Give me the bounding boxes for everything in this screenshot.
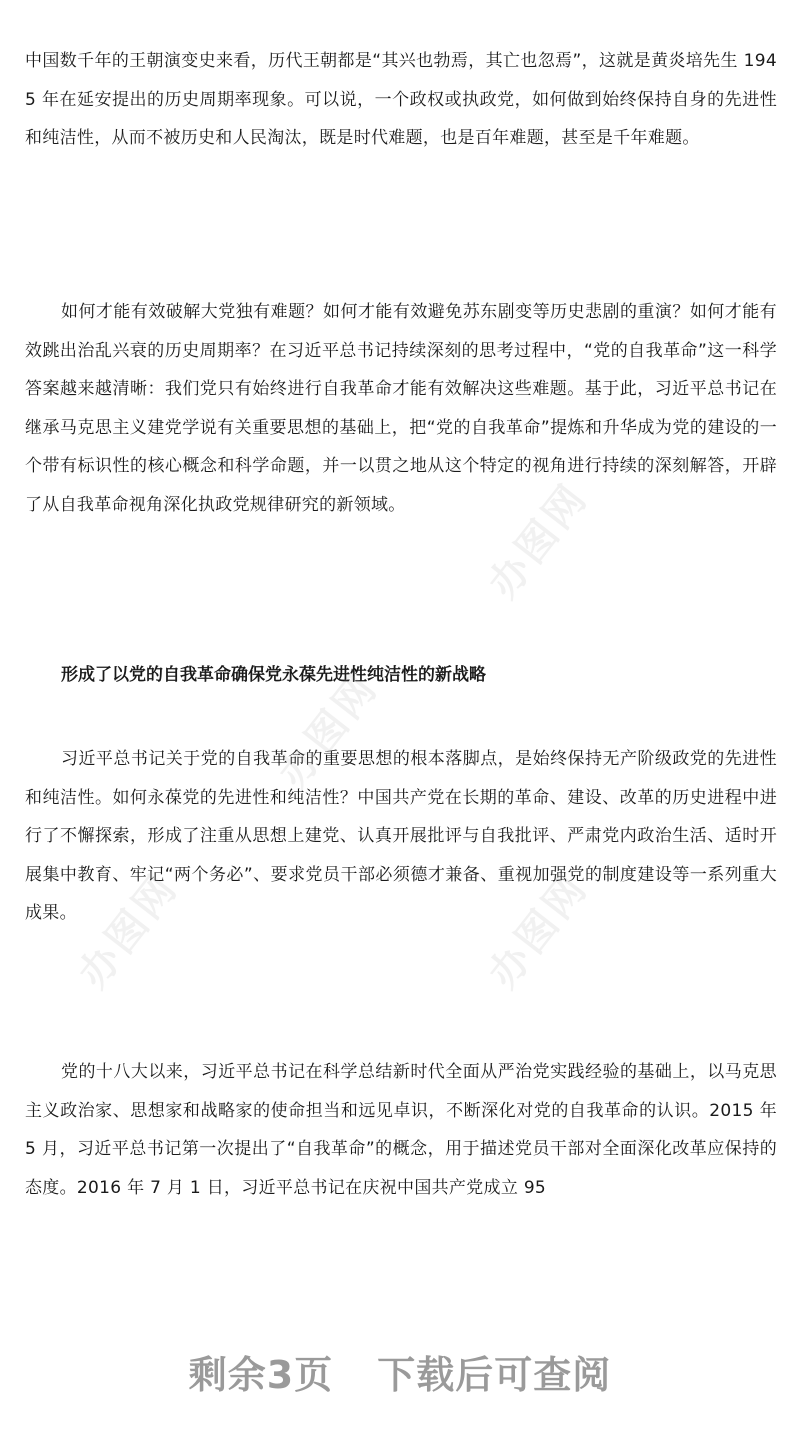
- remaining-pages-text: 剩余3页: [188, 1353, 334, 1397]
- paragraph-1: 中国数千年的王朝演变史来看，历代王朝都是“其兴也勃焉，其亡也忽焉”，这就是黄炎培先生 1945 年在延安提出的历史周期率现象。可以说，一个政权或执政党，如何做到始终保持自身的先进性和纯洁性，从而不被历史和人民淘汰，既是时代难题，也是百年难题，甚至是千年难题。: [25, 51, 777, 148]
- paragraph-3: 习近平总书记关于党的自我革命的重要思想的根本落脚点，是始终保持无产阶级政党的先进性和纯洁性。如何永葆党的先进性和纯洁性？中国共产党在长期的革命、建设、改革的历史进程中进行了不懈探索，形成了注重从思想上建党、认真开展批评与自我批评、严肃党内政治生活、适时开展集中教育、牢记“两个务必”、要求党员干部必须德才兼备、重视加强党的制度建设等一系列重大成果。: [25, 749, 777, 923]
- watermark: 办图网: [480, 864, 598, 997]
- paragraph-2: 如何才能有效破解大党独有难题？如何才能有效避免苏东剧变等历史悲剧的重演？如何才能有效跳出治乱兴衰的历史周期率？在习近平总书记持续深刻的思考过程中，“党的自我革命”这一科学答案越来越清晰：我们党只有始终进行自我革命才能有效解决这些难题。基于此，习近平总书记在继承马克思主义建党学说有关重要思想的基础上，把“党的自我革命”提炼和升华成为党的建设的一个带有标识性的核心概念和科学命题，并一以贯之地从这个特定的视角进行持续的深刻解答，开辟了从自我革命视角深化执政党规律研究的新领域。: [25, 302, 777, 515]
- download-prompt-text: 下载后可查阅: [377, 1353, 612, 1397]
- watermark: 办图网: [480, 474, 598, 607]
- section-heading: 形成了以党的自我革命确保党永葆先进性纯洁性的新战略: [61, 665, 486, 685]
- paragraph-4: 党的十八大以来，习近平总书记在科学总结新时代全面从严治党实践经验的基础上，以马克思主义政治家、思想家和战略家的使命担当和远见卓识，不断深化对党的自我革命的认识。2015 年 5 月，习近平总书记第一次提出了“自我革命”的概念，用于描述党员干部对全面深化改革应保持的态度。2016 年 7 月 1 日，习近平总书记在庆祝中国共产党成立 95: [25, 1062, 777, 1198]
- download-banner[interactable]: [0, 1344, 800, 1399]
- watermark: 办图网: [270, 664, 388, 797]
- watermark: 办图网: [70, 864, 188, 997]
